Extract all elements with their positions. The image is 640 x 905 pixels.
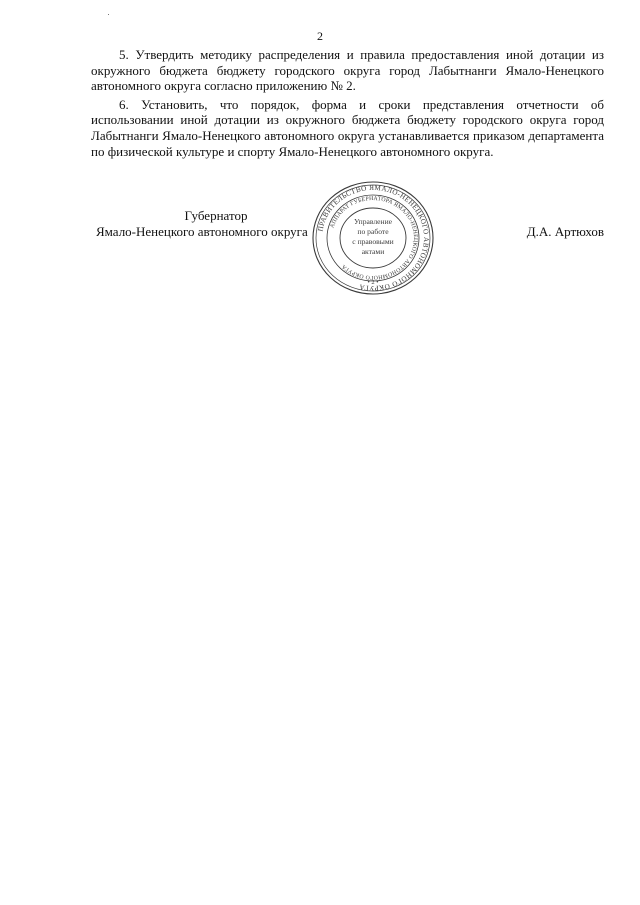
seal-center-line-4: актами bbox=[361, 247, 385, 256]
paragraph-6: 6. Установить, что порядок, форма и сроки представления отчетности об использовании иной дотации из окружного бюджета бюджету городского округа город Лабытнанги Ямало-Ненецкого автономного округа устанавливается приказом департамента по физической культуре и спорту Ямало-Ненецкого автономного округа. bbox=[91, 96, 604, 159]
scan-speck bbox=[108, 14, 109, 15]
seal-ring-text: ПРАВИТЕЛЬСТВО ЯМАЛО-НЕНЕЦКОГО АВТОНОМНОГО ОКРУГА bbox=[316, 183, 431, 293]
signatory-name: Д.А. Артюхов bbox=[526, 224, 604, 239]
seal-bottom-mark: • 2 • bbox=[367, 279, 379, 286]
seal-graphic bbox=[309, 180, 437, 296]
seal-center-line-1: Управление bbox=[353, 217, 393, 226]
page-number: 2 bbox=[317, 29, 323, 43]
document-body bbox=[91, 47, 604, 162]
seal-center-line-2: по работе bbox=[357, 227, 389, 236]
signatory-title: Губернатор bbox=[184, 208, 248, 223]
seal-inner-ring-text: АППАРАТ ГУБЕРНАТОРА ЯМАЛО-НЕНЕЦКОГО АВТОНОМНОГО ОКРУГА bbox=[329, 195, 419, 281]
seal-center-line-3: с правовыми bbox=[352, 237, 394, 246]
paragraph-5: 5. Утвердить методику распределения и правила предоставления иной дотации из окружного бюджета бюджету городского округа город Лабытнанги Ямало-Ненецкого автономного округа согласно приложению № 2. bbox=[91, 47, 604, 94]
signatory-organization: Ямало-Ненецкого автономного округа bbox=[96, 224, 308, 239]
official-seal bbox=[309, 180, 437, 296]
